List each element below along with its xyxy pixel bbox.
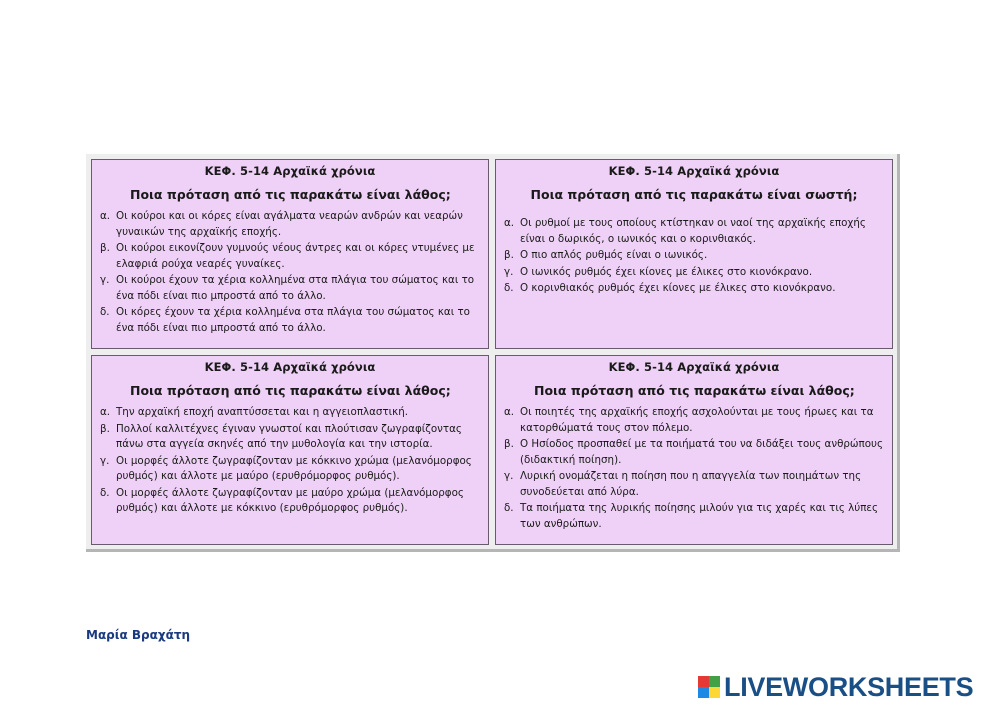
option-text: Πολλοί καλλιτέχνες έγιναν γνωστοί και πλούτισαν ζωγραφίζοντας πάνω στα αγγεία σκηνές από την μυθολογία και την ιστορία.: [116, 422, 462, 450]
card-title: ΚΕΦ. 5-14 Αρχαϊκά χρόνια: [204, 164, 376, 178]
option-letter: β.: [504, 249, 514, 261]
option-a: [504, 216, 884, 247]
option-a: [100, 405, 480, 421]
option-letter: γ.: [504, 470, 514, 482]
option-text: Οι κούροι εικονίζουν γυμνούς νέους άντρες και οι κόρες ντυμένες με ελαφριά ρούχα νεαρές γυναίκες.: [116, 242, 475, 270]
liveworksheets-brand[interactable]: [698, 671, 974, 702]
card-question: Ποια πρόταση από τις παρακάτω είναι σωστή;: [530, 187, 858, 202]
brand-name: LIVEWORKSHEETS: [724, 671, 974, 702]
question-grid: [88, 156, 896, 548]
option-letter: γ.: [100, 454, 110, 467]
option-text: Ο ιωνικός ρυθμός έχει κίονες με έλικες στο κιονόκρανο.: [520, 265, 813, 278]
option-text: Οι κούροι έχουν τα χέρια κολλημένα στα πλάγια του σώματος και το ένα πόδι είναι πιο μπροστά από το άλλο.: [116, 274, 475, 302]
option-text: Οι μορφές άλλοτε ζωγραφίζονταν με κόκκινο χρώμα (μελανόμορφος ρυθμός) και άλλοτε με μαύρο (ερυθρόμορφος ρυθμός).: [116, 454, 472, 482]
option-text: Ο κορινθιακός ρυθμός έχει κίονες με έλικες στο κιονόκρανο.: [520, 282, 836, 294]
worksheet-image: [86, 154, 900, 552]
option-d: [504, 501, 884, 532]
option-text: Οι ρυθμοί με τους οποίους κτίστηκαν οι ναοί της αρχαϊκής εποχής είναι ο δωρικός, ο ιωνικός και ο κορινθιακός.: [520, 217, 866, 245]
option-b: [100, 241, 480, 272]
option-letter: δ.: [504, 282, 514, 294]
card-question: Ποια πρόταση από τις παρακάτω είναι λάθος;: [130, 383, 451, 398]
option-text: Ο πιο απλός ρυθμός είναι ο ιωνικός.: [520, 249, 708, 261]
option-letter: α.: [504, 406, 515, 418]
option-a: [504, 405, 884, 436]
card-title: ΚΕΦ. 5-14 Αρχαϊκά χρόνια: [204, 360, 376, 374]
liveworksheets-logo-icon: [698, 676, 720, 698]
option-letter: α.: [100, 210, 111, 222]
option-text: Οι μορφές άλλοτε ζωγραφίζονταν με μαύρο χρώμα (μελανόμορφος ρυθμός) και άλλοτε με κόκκινο (ερυθρόμορφος ρυθμός).: [116, 486, 464, 514]
option-c: [504, 265, 884, 281]
options-list: [100, 209, 480, 336]
option-b: [504, 437, 884, 468]
option-text: Ο Ησίοδος προσπαθεί με τα ποιήματά του να διδάξει τους ανθρώπους (διδακτική ποίηση).: [520, 438, 884, 466]
option-b: [100, 422, 480, 453]
card-question: Ποια πρόταση από τις παρακάτω είναι λάθος;: [130, 187, 451, 202]
question-card-3: [91, 355, 489, 545]
question-card-4: [495, 355, 893, 545]
option-text: Οι κόρες έχουν τα χέρια κολλημένα στα πλάγια του σώματος και το ένα πόδι είναι πιο μπροστά από το άλλο.: [116, 306, 470, 334]
option-letter: δ.: [100, 486, 110, 499]
logo-square-green-icon: [709, 676, 720, 687]
option-letter: β.: [100, 242, 110, 254]
option-d: [100, 305, 480, 336]
option-text: Τα ποιήματα της λυρικής ποίησης μιλούν για τις χαρές και τις λύπες των ανθρώπων.: [520, 502, 879, 530]
logo-square-red-icon: [698, 676, 709, 687]
option-d: [504, 281, 884, 297]
option-letter: β.: [100, 422, 110, 435]
option-letter: δ.: [100, 306, 110, 318]
option-text: Την αρχαϊκή εποχή αναπτύσσεται και η αγγειοπλαστική.: [116, 406, 409, 418]
logo-square-blue-icon: [698, 687, 709, 698]
option-letter: α.: [100, 406, 111, 418]
option-text: Οι κούροι και οι κόρες είναι αγάλματα νεαρών ανδρών και νεαρών γυναικών της αρχαϊκής εποχής.: [116, 210, 463, 238]
option-text: Οι ποιητές της αρχαϊκής εποχής ασχολούνται με τους ήρωες και τα κατορθώματά τους στον πόλεμο.: [520, 406, 874, 434]
card-title: ΚΕΦ. 5-14 Αρχαϊκά χρόνια: [608, 360, 780, 374]
option-b: [504, 248, 884, 264]
option-letter: α.: [504, 217, 515, 229]
question-card-2: [495, 159, 893, 349]
options-list: [504, 216, 884, 297]
option-letter: γ.: [100, 274, 110, 286]
option-a: [100, 209, 480, 240]
option-c: [504, 469, 884, 500]
option-letter: β.: [504, 438, 514, 450]
option-letter: γ.: [504, 265, 514, 278]
card-question: Ποια πρόταση από τις παρακάτω είναι λάθος;: [534, 383, 855, 398]
options-list: [100, 405, 480, 517]
options-list: [504, 405, 884, 532]
card-title: ΚΕΦ. 5-14 Αρχαϊκά χρόνια: [608, 164, 780, 178]
logo-square-yellow-icon: [709, 687, 720, 698]
option-letter: δ.: [504, 502, 514, 514]
question-card-1: [91, 159, 489, 349]
author-name: Μαρία Βραχάτη: [86, 628, 191, 642]
option-text: Λυρική ονομάζεται η ποίηση που η απαγγελία των ποιημάτων της συνοδεύεται από λύρα.: [520, 470, 862, 498]
option-c: [100, 273, 480, 304]
option-d: [100, 486, 480, 517]
option-c: [100, 454, 480, 485]
